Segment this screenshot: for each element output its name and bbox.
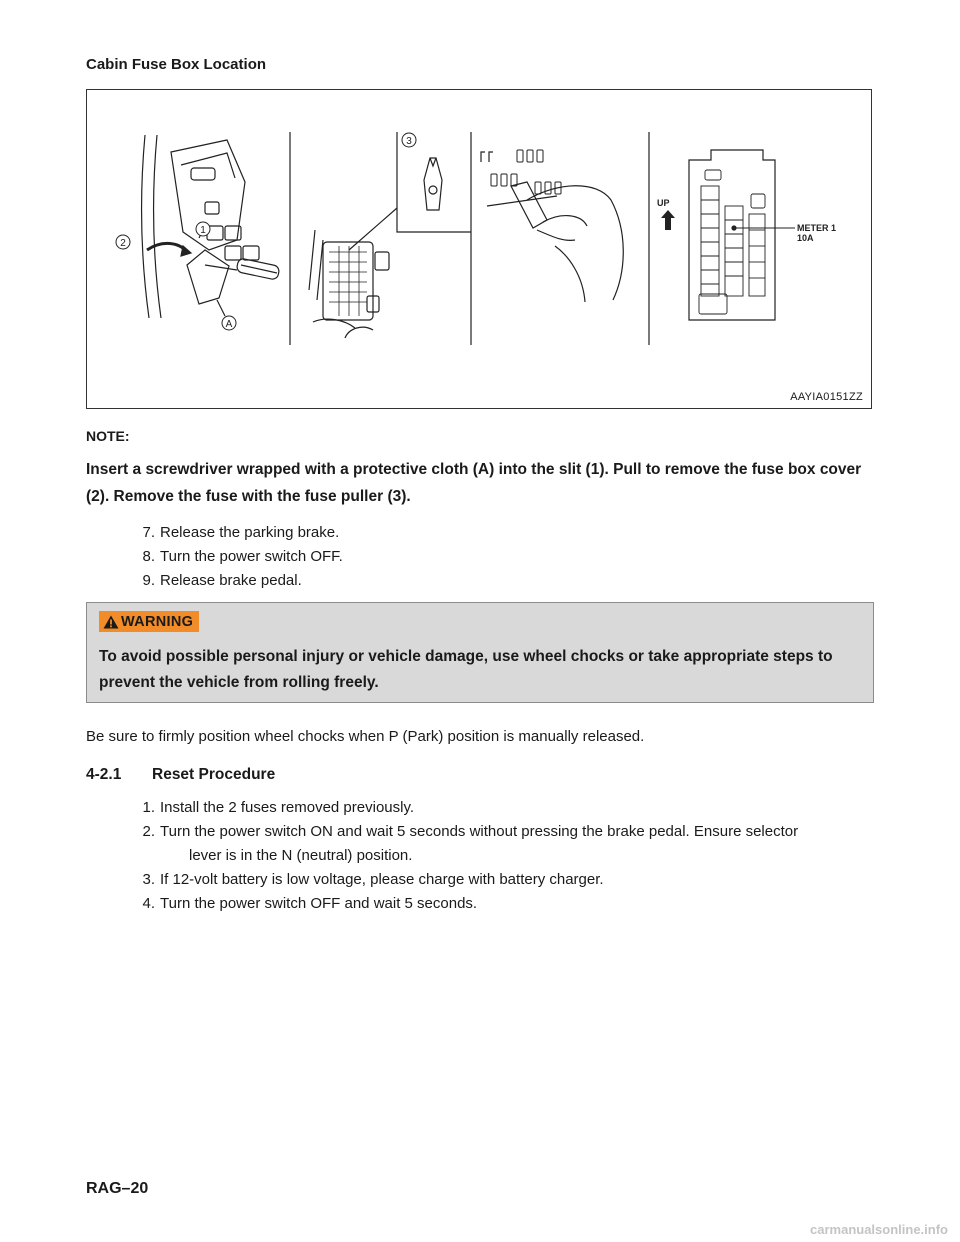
up-label: UP xyxy=(657,198,670,208)
fuse-box-figure xyxy=(86,89,872,409)
warning-box xyxy=(86,602,874,703)
fuse-label-rating: 10A xyxy=(797,233,814,243)
callout-a: A xyxy=(225,319,233,330)
list-item: 3. If 12-volt battery is low voltage, please charge with battery charger. xyxy=(142,871,604,888)
list-item: 1. Install the 2 fuses removed previously. xyxy=(142,799,415,816)
wheel-chock-paragraph: Be sure to firmly position wheel chocks when P (Park) position is manually released. xyxy=(86,728,645,745)
page-number: RAG–20 xyxy=(86,1180,149,1197)
list-item: 8. Turn the power switch OFF. xyxy=(142,548,343,565)
callout-2: 2 xyxy=(120,238,126,249)
reset-procedure-heading xyxy=(86,766,275,784)
watermark: carmanualsonline.info xyxy=(810,1222,948,1237)
steps-list-a xyxy=(142,521,343,593)
section-number: 4-2.1 xyxy=(86,766,122,783)
warning-label: WARNING xyxy=(121,613,194,630)
warning-triangle-icon xyxy=(103,615,119,629)
list-item: 9. Release brake pedal. xyxy=(142,572,302,589)
callout-3: 3 xyxy=(406,136,412,147)
reset-steps-list xyxy=(142,796,880,916)
fuse-box-illustration xyxy=(87,90,873,410)
callout-1: 1 xyxy=(200,225,206,236)
section-title: Cabin Fuse Box Location xyxy=(86,56,267,73)
list-item: 7. Release the parking brake. xyxy=(142,524,340,541)
list-item: 2. Turn the power switch ON and wait 5 seconds without pressing the brake pedal. Ensure selector lever is in the N (neutral) position. xyxy=(142,823,799,864)
note-label: NOTE: xyxy=(86,428,130,444)
list-item: 4. Turn the power switch OFF and wait 5 seconds. xyxy=(142,895,478,912)
figure-code: AAYIA0151ZZ xyxy=(790,391,863,403)
note-text: Insert a screwdriver wrapped with a protective cloth (A) into the slit (1). Pull to remove the fuse box cover (2). Remove the fuse with the fuse puller (3). xyxy=(86,461,862,505)
warning-badge xyxy=(99,611,199,632)
warning-text: To avoid possible personal injury or vehicle damage, use wheel chocks or take appropriate steps to prevent the vehicle from rolling freely. xyxy=(99,648,833,691)
fuse-label-name: METER 1 xyxy=(797,223,837,233)
section-heading: Reset Procedure xyxy=(152,766,276,783)
